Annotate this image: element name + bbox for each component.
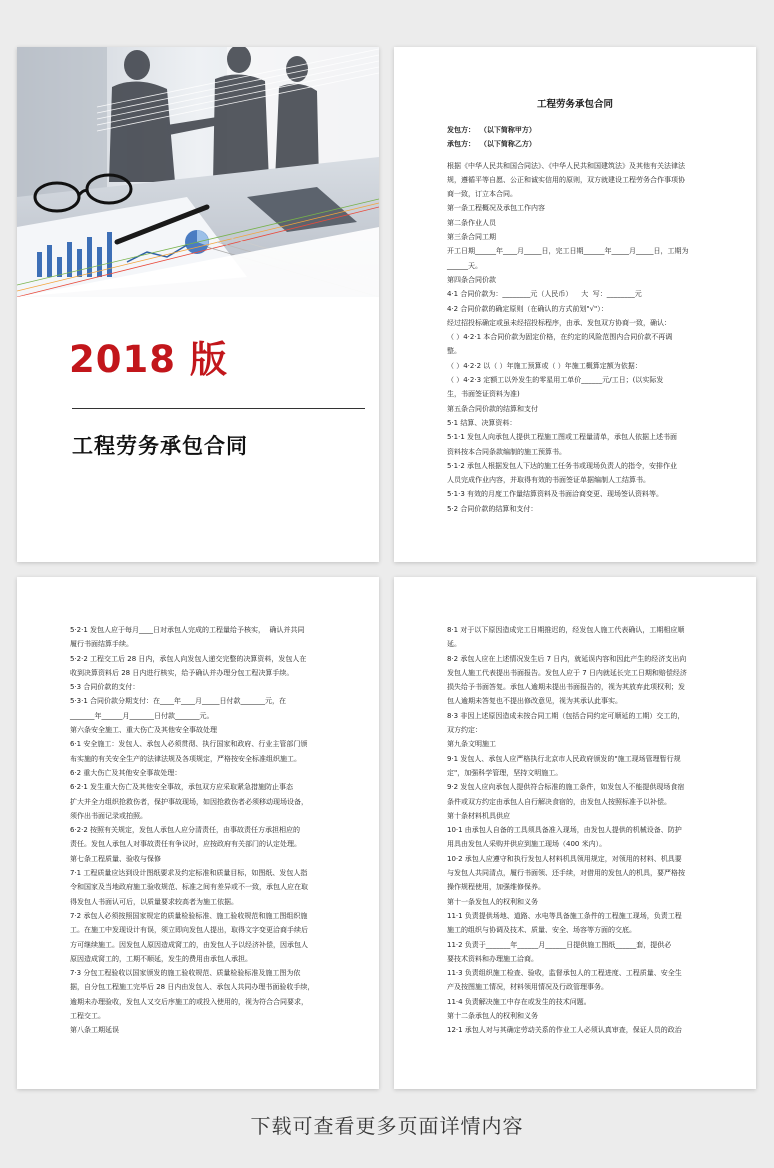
- document-line: 5·3·1 合同价款分期支付：在____年____月_____日付款_______元，在: [70, 697, 287, 706]
- cover-title: 工程劳务承包合同: [72, 434, 248, 458]
- document-line: （ ）4·2·3 定额工以外发生的零星用工单价______元/工日；(以实际发: [447, 376, 664, 385]
- document-line: 第三条合同工期: [447, 233, 496, 242]
- document-line: 施工的组织与协调及技术、质量、安全、场容等方面的交底。: [447, 926, 636, 935]
- document-line: 商一致，订立本合同。: [447, 190, 517, 199]
- document-line: 双方约定：: [447, 726, 482, 735]
- document-line: 人员完成作业内容，并取得有效的书面签证单据编制人工结算书。: [447, 476, 650, 485]
- document-line: 第二条作业人员: [447, 218, 496, 227]
- document-line: 须作出书面记录或拍照。: [70, 811, 147, 820]
- document-line: 5·1·2 承包人根据发包人下达的施工任务书或现场负责人的指令，安排作业: [447, 461, 678, 470]
- document-line: 第七条工程质量、验收与保修: [70, 854, 161, 863]
- document-line: 规，遵循平等自愿、公正和诚实信用的原则，双方就建设工程劳务合作事项协: [447, 175, 685, 184]
- document-line: 工程交工。: [70, 1012, 105, 1021]
- document-line: 包人逾期未答复也不提出修改意见，视为其承认此事实。: [447, 697, 622, 706]
- document-line: 资料按本合同条款编制的施工预算书。: [447, 447, 566, 456]
- document-line: 7·1 工程质量应达到设计图纸要求及约定标准和质量目标，如图纸、发包人指: [70, 869, 308, 878]
- document-line: 5·1·3 有效的月度工作量结算资料及书面洽商变更、现场签认资料等。: [447, 490, 664, 499]
- document-line: 第八条工期延误: [70, 1026, 119, 1035]
- document-line: 用具由发包人采购并供应到施工现场（400 米内）。: [447, 840, 607, 849]
- document-line: 第十条材料机具供应: [447, 811, 510, 820]
- document-line: 7·3 分包工程验收以国家颁发的施工验收规范、质量检验标准及施工图为依: [70, 969, 301, 978]
- document-line: 11·2 负责于_______年______月______日提供施工图纸______套，提供必: [447, 940, 672, 949]
- document-line: 5·1·1 发包人向承包人提供工程施工图或工程量清单，承包人依据上述书面: [447, 433, 678, 442]
- document-line: 布实施的有关安全生产的法律法规及各项规定，严格按安全标准组织施工。: [70, 754, 301, 763]
- document-line: 5·2 合同价款的结算和支付：: [447, 504, 538, 513]
- document-line: 6·1 安全施工：发包人、承包人必须贯彻、执行国家和政府、行业主管部门颁: [70, 740, 308, 749]
- document-line: 发包人施工代表提出书面报告。发包人应于 7 日内就延长完工日期和赔偿经济: [447, 668, 687, 677]
- document-line: 经过招投标确定或虽未经招投标程序，由承、发包双方协商一致，确认：: [447, 318, 671, 327]
- document-line: 4·1 合同价款为：________元（人民币） 大 写：________元: [447, 290, 642, 299]
- document-line: 条件或双方约定由承包人自行解决食宿的，由发包人按照标准予以补偿。: [447, 797, 671, 806]
- document-line: 第十二条承包人的权利和义务: [447, 1012, 538, 1021]
- document-line: 产及按图施工情况，材料领用情况及行政管理事务。: [447, 983, 608, 992]
- document-line: 令和国家及当地政府施工验收规范、标准之间有差异或不一致，承包人应在取: [70, 883, 308, 892]
- document-line: 11·1 负责提供场地、道路、水电等具备施工条件的工程施工现场，负责工程: [447, 911, 682, 920]
- document-page-3: [17, 577, 379, 1089]
- cover-photo: [17, 47, 379, 297]
- document-line: 5·2·1 发包人应于每月____日对承包人完成的工程量给予核实， 确认并共同: [70, 626, 305, 634]
- document-line: 与发包人共同清点，履行书面领、还手续，对借用的发包人的机具，要严格按: [447, 869, 685, 878]
- document-line: 要技术资料和办理施工洽商。: [447, 954, 538, 963]
- document-line: （ ）4·2·1 本合同价款为固定价格，在约定的风险范围内合同价款不再调: [447, 333, 673, 342]
- document-title: 工程劳务承包合同: [536, 99, 613, 110]
- document-body: [447, 123, 730, 516]
- document-line: 9·2 发包人应向承包人提供符合标准的施工条件，如发包人不能提供现场食宿: [447, 783, 685, 792]
- document-line: 操作规程使用，加强维修保养。: [447, 883, 545, 892]
- document-body: [70, 623, 353, 1038]
- document-line: 第九条文明施工: [447, 740, 496, 749]
- document-line: 6·2·1 发生重大伤亡及其他安全事故，承包双方应采取紧急措施防止事态: [70, 783, 294, 792]
- document-line: ______天。: [447, 261, 482, 270]
- document-line: 10·1 由承包人自备的工具须具备准入现场，由发包人提供的机械设备、防护: [447, 826, 682, 835]
- document-line: 第六条安全施工、重大伤亡及其他安全事故处理: [70, 726, 217, 735]
- edition-year: 2018 版: [69, 338, 228, 381]
- document-line: 责任。发包人承包人对事故责任有争议时，应按政府有关部门的认定处理。: [70, 840, 301, 849]
- document-line: 整。: [447, 347, 461, 356]
- document-line: 5·2·2 工程交工后 28 日内，承包人向发包人递交完整的决算资料，发包人在: [70, 654, 307, 663]
- document-line: 生，书面签证资料为准): [447, 390, 520, 399]
- party-a-line: 发包方： （以下简称甲方）: [447, 126, 536, 134]
- document-line: 原因造成窝工的，工期不顺延，发生的费用由承包人承担。: [70, 954, 252, 963]
- document-body: [447, 623, 730, 1038]
- document-line: 第十一条发包人的权利和义务: [447, 897, 538, 906]
- document-line: 定"，加强科学管理，坚持文明施工。: [447, 768, 563, 777]
- document-page-2: [394, 47, 756, 562]
- document-line: 5·1 结算、决算资料：: [447, 418, 517, 427]
- document-line: 方可继续施工。因发包人原因造成窝工的，由发包人予以经济补偿，因承包人: [70, 940, 308, 949]
- document-line: 逾期未办理验收，发包人又交后序施工的或投入使用的，视为符合合同要求，: [70, 997, 308, 1006]
- document-line: 收到决算资料后 28 日内进行核实，给予确认并办理分包工程决算手续。: [70, 668, 294, 677]
- document-line: 12·1 承包人对与其确定劳动关系的作业工人必须认真审查，保证人员的政治: [447, 1026, 682, 1035]
- document-line: 6·2·2 按照有关规定，发包人承包人应分清责任，由事故责任方承担相应的: [70, 826, 301, 835]
- document-line: 6·2 重大伤亡及其他安全事故处理：: [70, 768, 182, 777]
- cover-page: [17, 47, 379, 562]
- document-line: 开工日期______年____月_____日，完工日期______年_____月_____日，工期为: [447, 247, 689, 256]
- divider: [72, 408, 365, 409]
- document-line: 得发包人书面认可后，以质量要求较高者为施工依据。: [70, 897, 238, 906]
- document-line: 7·2 承包人必须按照国家规定的质量检验标准、施工验收规范和施工图组织施: [70, 911, 308, 920]
- document-line: 根据《中华人民共和国合同法》、《中华人民共和国建筑法》及其他有关法律法: [447, 161, 685, 170]
- document-line: 履行书面结算手续。: [70, 640, 133, 649]
- document-line: 8·1 对于以下原因造成完工日期推迟的，经发包人施工代表确认，工期相应顺: [447, 626, 685, 634]
- document-line: 11·4 负责解决施工中存在或发生的技术问题。: [447, 997, 591, 1006]
- document-line: 10·2 承包人应遵守和执行发包人材料机具领用规定，对领用的材料、机具要: [447, 854, 682, 863]
- document-page-4: [394, 577, 756, 1089]
- document-line: 9·1 发包人、承包人应严格执行北京市人民政府颁发的"施工现场管理暂行规: [447, 754, 681, 763]
- document-line: _______年______月_______日付款_______元。: [70, 711, 214, 720]
- download-more-link[interactable]: 下载可查看更多页面详情内容: [250, 1114, 524, 1138]
- document-line: 第一条工程概况及承包工作内容: [447, 204, 545, 213]
- document-line: 工。在施工中发现设计有误，须立即向发包人提出，取得文字变更洽商手续后: [70, 926, 308, 935]
- document-line: 8·2 承包人应在上述情况发生后 7 日内，就延误内容和因此产生的经济支出向: [447, 654, 687, 663]
- party-b-line: 承包方： （以下简称乙方）: [447, 140, 536, 149]
- document-line: 据，自分包工程施工完毕后 28 日内由发包人、承包人共同办理书面验收手续，: [70, 983, 315, 992]
- document-line: 8·3 非因上述原因造成未按合同工期（包括合同约定可顺延的工期）交工的，: [447, 711, 685, 720]
- document-line: 损失给予书面答复。承包人逾期未提出书面报告的，视为其放弃此项权利；发: [447, 683, 685, 692]
- document-line: 第四条合同价款: [447, 275, 496, 284]
- document-line: 11·3 负责组织施工检查、验收，监督承包人的工程进度、工程质量、安全生: [447, 969, 682, 978]
- document-line: 扩大并全力组织抢救伤者，保护事故现场，如因抢救伤者必须移动现场设备，: [70, 797, 308, 806]
- document-line: 延。: [447, 640, 461, 649]
- document-line: 第五条合同价款的结算和支付: [447, 404, 538, 413]
- document-line: 4·2 合同价款的确定原则（在确认的方式前划"√"）：: [447, 304, 608, 313]
- document-line: （ ）4·2·2 以（ ）年施工预算或（ ）年施工概算定额为依据：: [447, 361, 642, 370]
- document-line: 5·3 合同价款的支付：: [70, 683, 140, 692]
